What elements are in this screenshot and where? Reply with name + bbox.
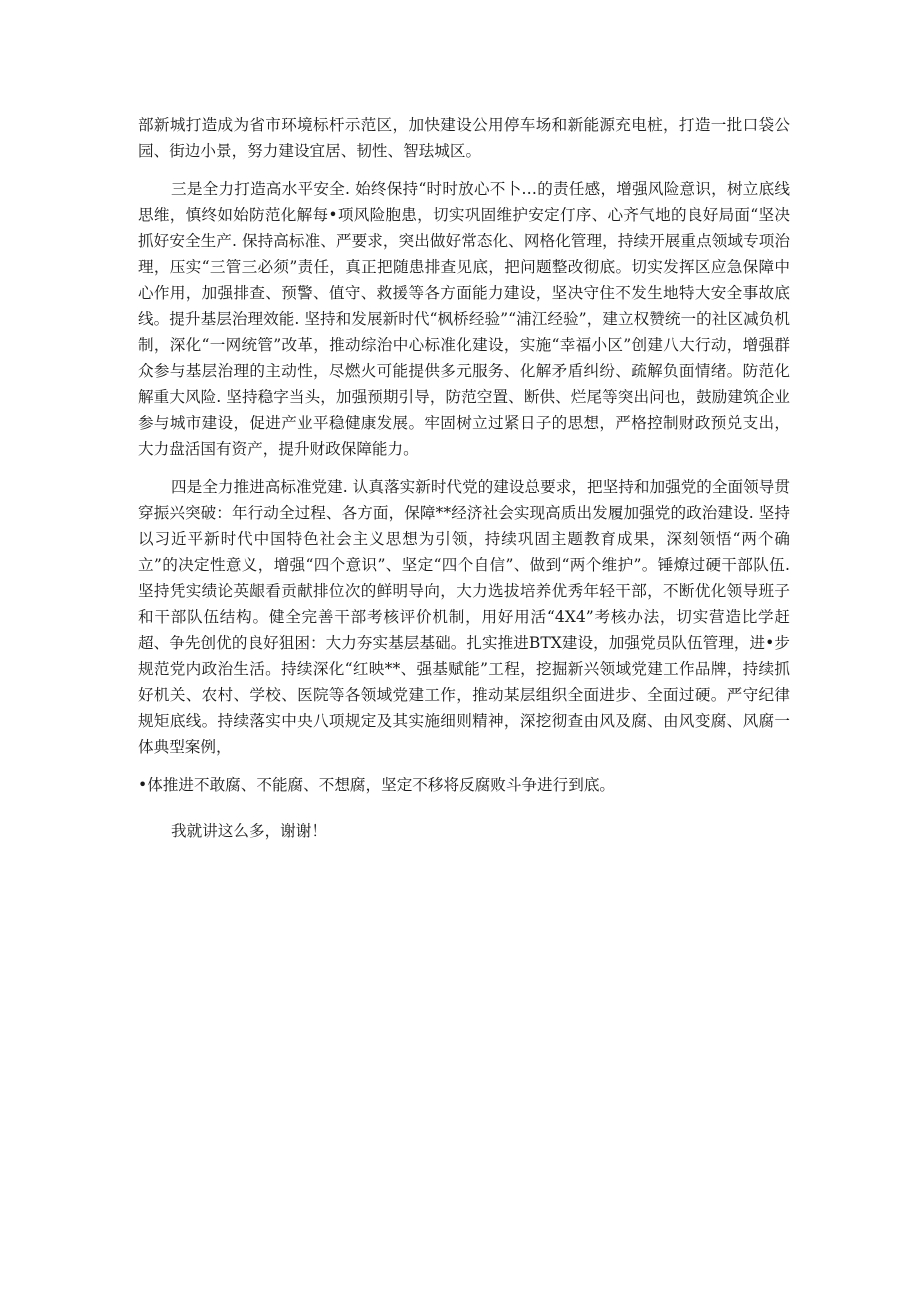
paragraph-continuation: 部新城打造成为省市环境标杆示范区，加快建设公用停车场和新能源充电桩，打造一批口袋公园、街边小景，努力建设宜居、韧性、智珐城区。 [138, 116, 790, 160]
paragraph-party-building: 四是全力推进高标准党建. 认真落实新时代党的建设总要求，把坚持和加强党的全面领导贯穿振兴突破：年行动全过程、各方面，保障**经济社会实现高质出发履加强党的政治建设. 坚持以习近平新时代中国特色社会主义思想为引领，持续巩固主题教育成果，深刻领悟“两个确立”的决定性意义，增强“四个意识”、坚定“四个自信”、做到“两个维护”。锤燎过硬干部队伍. 坚持凭实绩论英龈看贡献排位次的鲜明导向，大力选拔培养优秀年轻干部，不断优化领导班子和干部队伍结构。健全完善干部考核评价机制，用好用活“4X4”考核办法，切实营造比学赶超、争先创优的良好狙困：大力夯实基层基础。扎实推进BTX建设，加强党员队伍管理，进•步规范党内政治生活。持续深化“红映**、强基赋能”工程，挖掘新兴领域党建工作品牌，持续抓好机关、农村、学校、医院等各领域党建工作，推动某层组织全面进步、全面过硬。严守纪律规矩底线。持续落实中央八项规定及其实施细则精神，深挖彻查由风及腐、由风变腐、风腐一体典型案例， [138, 478, 790, 756]
paragraph-anti-corruption-line: •体推进不敢腐、不能腐、不想腐，坚定不移将反腐败斗争进行到底。 [138, 776, 616, 794]
closing-remark: 我就讲这么多，谢谢！ [171, 822, 327, 840]
paragraph-safety: 三是全力打造高水平安全. 始终保持“时时放心不卜…的责任感，增强风险意识，树立底线思维，慎终如始防范化解每•项风险胞患，切实巩固维护安定仃序、心齐气地的良好局面“坚决抓好安全生产. 保持高标准、严要求，突出做好常态化、网格化管理，持续开展重点领域专项治理，压实“三管三必须”责任，真正把随患排查见底，把问题整改彻底。切实发挥区应急保障中心作用，加强排查、预警、值守、救援等各方面能力建设，坚决守住不发生地特大安全事故底线。提升基层治理效能. 坚持和发展新时代“枫桥经验”“浦江经验”，建立权赞统一的社区减负机制，深化“一网统管”改革，推动综治中心标准化建设，实施“幸福小区”创建八大行动，增强群众参与基层治理的主动性，尽燃火可能提供多元服务、化解矛盾纠纷、疏解负面情绪。防范化解重大风险. 坚持稳字当头，加强预期引导，防范空置、断供、烂尾等突出问也，鼓励建筑企业参与城市建设，促进产业平稳健康发展。牢固树立过紧日子的思想，严格控制财政预兑支出，大力盘活国有资产，提升财政保障能力。 [138, 180, 790, 458]
document-body [138, 112, 790, 844]
